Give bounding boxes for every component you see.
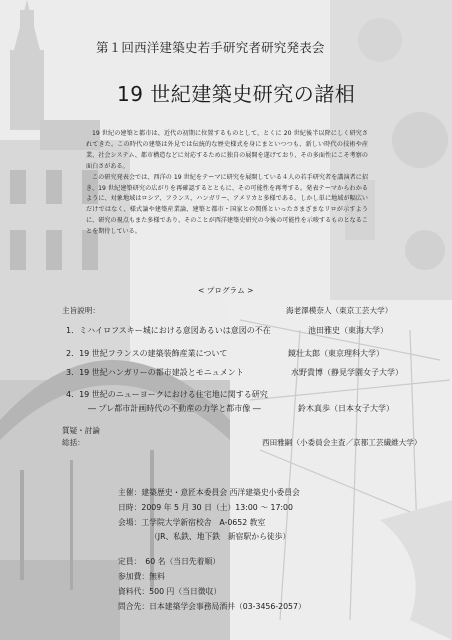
intro-paragraph-2: この研究発表会では、西洋の 19 世紀をテーマに研究を展開している４人の若手研究者を講演者に招き、19 世紀建築研究の広がりを再確認するとともに、その可能性を再考する。発表テーマからわかるように、対象地域はロシア、フランス、ハンガリー、アメリカと多様である。しかし単に地域が幅広いだけではなく、様式論や建築産業論、建築と都市・国家との関係といったさまざまなリロが示すように、研究の視点もまた多様であり、そのことが西洋建築史研究の今後の可能性を示唆するものとなることを期待している。 [86, 173, 368, 236]
summary-name: 西田雅嗣（小委員会主査／京都工芸繊維大学） [262, 438, 422, 447]
intro-text [86, 129, 368, 238]
organizer: 主催：建築歴史・意匠本委員会 西洋建築史小委員会 [118, 488, 300, 497]
capacity: 定員： 60 名（当日先着順） [118, 557, 221, 566]
talk-speaker-2: 鏡壮太郎（東京理科大学） [288, 349, 384, 358]
talk-speaker-1: 池田雅史（東海大学） [308, 326, 388, 335]
talk-subtitle-4: ― プレ都市計画時代の不動産の力学と都市像 ― [88, 404, 261, 413]
summary-label: 総括： [62, 438, 85, 447]
talk-speaker-4: 鈴木真歩（日本女子大学） [298, 404, 394, 413]
intro-paragraph-1: 19 世紀の建築と都市は、近代の初期に位置するものとして、とくに 20 世紀後半以降にしく研究されてきた。この時代の建築は外見では伝統的な歴史様式を身にまといつつも、新しい時代の技術や産業、社会システム、都市構造などに対応するために独自の展開を遂げており、その多面性にこそ考察の面白さがある。 [86, 130, 368, 170]
access: （JR、私鉄、地下鉄 新宿駅から徒歩） [150, 532, 291, 541]
fee: 参加費：無料 [118, 572, 165, 581]
main-title: 19 世紀建築史研究の諸相 [117, 82, 356, 106]
datetime: 日時：2009 年 5 月 30 日（土）13:00 ～ 17:00 [118, 503, 293, 512]
chair-label: 主旨説明： [62, 306, 100, 315]
material-fee: 資料代：500 円（当日徴収） [118, 587, 222, 596]
qa-label: 質疑・討論 [62, 426, 100, 435]
venue: 会場：工学院大学新宿校舎 A-0652 教室 [118, 518, 266, 527]
talk-title-2: 2．19 世紀フランスの建築装飾産業について [66, 349, 228, 358]
chair-name: 海老澤模奈人（東京工芸大学） [286, 306, 393, 315]
talk-title-3: 3．19 世紀ハンガリーの都市建設とモニュメント [66, 368, 244, 377]
talk-speaker-3: 水野貴博（静見学園女子大学） [291, 368, 403, 377]
program-heading: < プログラム > [198, 286, 254, 295]
talk-title-4: 4．19 世紀のニューヨークにおける住宅地に関する研究 [66, 390, 268, 399]
talk-title-1: 1．ミハイロフスキー城における意図あるいは意図の不在 [66, 326, 271, 335]
event-name: 第１回西洋建築史若手研究者研究発表会 [96, 40, 325, 55]
contact: 問合先：日本建築学会事務局酒井（03-3456-2057） [118, 602, 306, 611]
